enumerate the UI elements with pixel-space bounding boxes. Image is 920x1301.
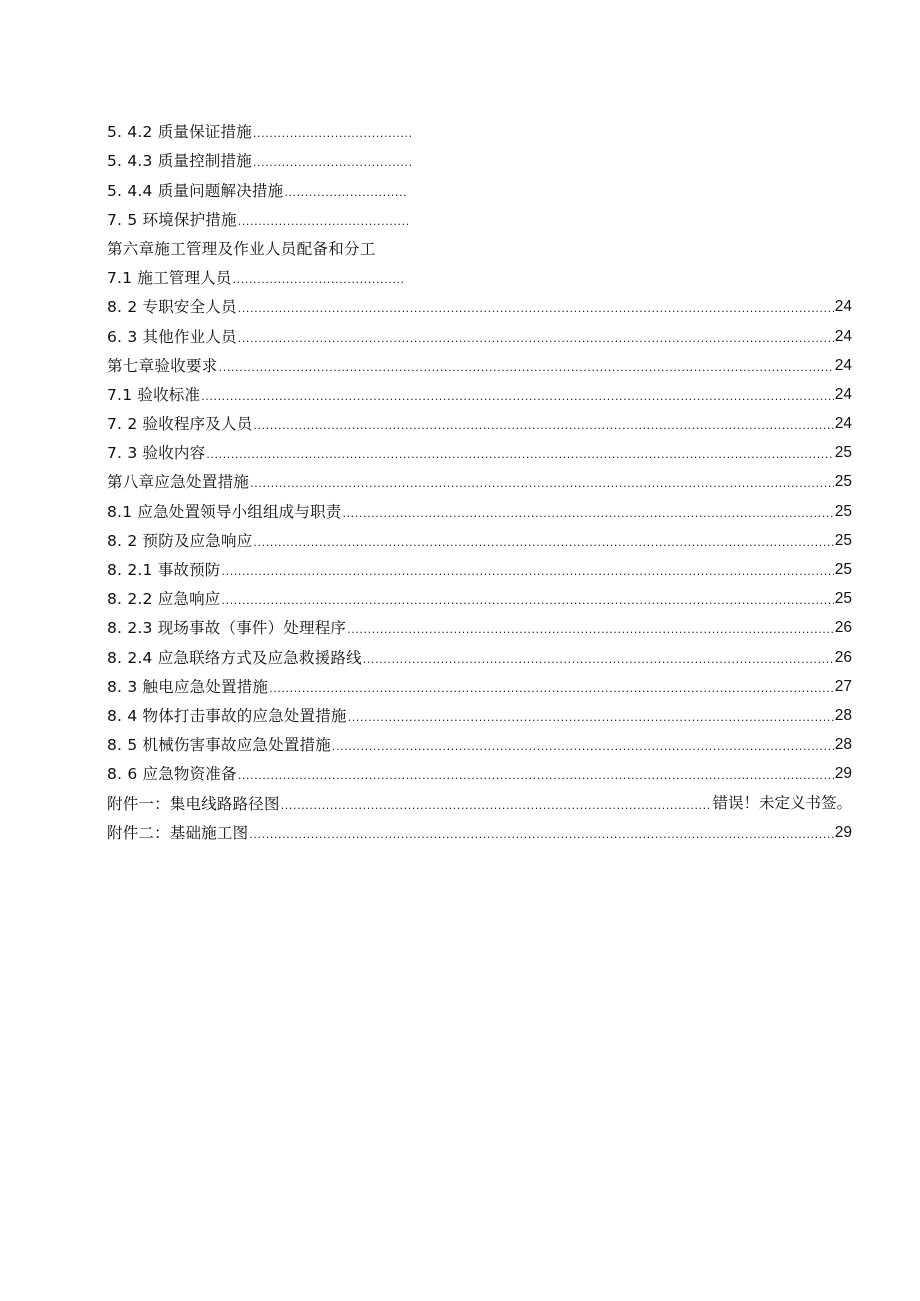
toc-entry-page: 24: [834, 356, 852, 374]
toc-entry-leader: [201, 389, 834, 405]
toc-entry-title: 第六章施工管理及作业人员配备和分工: [107, 239, 376, 258]
toc-entry[interactable]: [107, 580, 852, 609]
toc-entry-title: 8. 2.4 应急联络方式及应急救援路线: [107, 648, 362, 667]
toc-entry-leader: [219, 360, 834, 376]
toc-entry-title: 8. 2 预防及应急响应: [107, 531, 253, 550]
toc-entry-leader: [363, 652, 834, 668]
toc-entry-title: 5. 4.4 质量问题解决措施: [107, 181, 284, 200]
toc-entry-leader: [269, 681, 834, 697]
toc-entry-title: 5. 4.2 质量保证措施: [107, 123, 252, 142]
toc-entry[interactable]: [107, 638, 852, 667]
toc-entry[interactable]: [107, 551, 852, 580]
toc-entry-leader: [342, 506, 833, 522]
toc-entry-leader: [238, 214, 410, 230]
toc-entry-page: 28: [834, 736, 852, 754]
toc-entry[interactable]: [107, 288, 852, 317]
toc-entry-page: 25: [834, 590, 852, 608]
toc-entry-page: 26: [834, 619, 852, 637]
toc-entry[interactable]: [107, 434, 852, 463]
toc-entry-page: 24: [834, 385, 852, 403]
toc-entry-page: 25: [834, 531, 852, 549]
toc-entry-leader: [253, 126, 411, 142]
toc-entry-title: 7. 3 验收内容: [107, 444, 206, 463]
toc-entry-leader: [253, 535, 833, 551]
toc-entry-title: 6. 3 其他作业人员: [107, 327, 237, 346]
toc-entry-page: 29: [834, 823, 852, 841]
toc-entry-leader: [238, 768, 834, 784]
toc-entry-title: 8. 6 应急物资准备: [107, 765, 237, 784]
toc-entry-page: 25: [834, 473, 852, 491]
toc-entry[interactable]: [107, 405, 852, 434]
toc-entry-leader: [233, 272, 405, 288]
toc-entry-page: 24: [834, 327, 852, 345]
toc-entry-leader: [206, 447, 833, 463]
toc-entry-title: 8. 5 机械伤害事故应急处置措施: [107, 736, 331, 755]
toc-entry-page: 25: [834, 444, 852, 462]
toc-entry[interactable]: [107, 784, 852, 813]
toc-entry-title: 5. 4.3 质量控制措施: [107, 152, 252, 171]
toc-entry[interactable]: [107, 726, 852, 755]
toc-entry-title: 7. 5 环境保护措施: [107, 210, 237, 229]
toc-entry[interactable]: [107, 142, 852, 171]
toc-entry[interactable]: [107, 697, 852, 726]
toc-entry-page: 28: [834, 706, 852, 724]
toc-entry-leader: [253, 418, 833, 434]
toc-entry-leader: [222, 564, 834, 580]
toc-entry[interactable]: [107, 522, 852, 551]
toc-entry-title: 8. 2.1 事故预防: [107, 561, 221, 579]
toc-entry[interactable]: [107, 492, 852, 521]
toc-entry-page: 24: [834, 298, 852, 316]
toc-entry-page: 25: [834, 561, 852, 578]
toc-entry-leader: [281, 798, 712, 814]
toc-entry-leader: [222, 593, 834, 609]
toc-entry-title: 8. 4 物体打击事故的应急处置措施: [107, 706, 347, 725]
toc-entry-leader: [332, 739, 834, 755]
toc-entry-title: 7. 2 验收程序及人员: [107, 415, 253, 434]
toc-entry[interactable]: [107, 259, 852, 288]
toc-entry[interactable]: [107, 376, 852, 405]
toc-entry-page: 25: [834, 502, 852, 520]
toc-entry[interactable]: [107, 347, 852, 376]
toc-entry-page: 29: [834, 765, 852, 783]
toc-entry-title: 附件二：基础施工图: [107, 823, 249, 842]
toc-entry-title: 8. 2.3 现场事故（事件）处理程序: [107, 619, 347, 638]
toc-entry-title: 第七章验收要求: [107, 356, 218, 375]
toc-entry-leader: [250, 476, 834, 492]
toc-entry-leader: [348, 710, 834, 726]
toc-entry-title: 第八章应急处置措施: [107, 473, 250, 492]
toc-entry[interactable]: [107, 317, 852, 346]
toc-entry-leader: [238, 301, 834, 317]
toc-entry-title: 8.1 应急处置领导小组组成与职责: [107, 502, 342, 521]
toc-entry-leader: [347, 622, 834, 638]
toc-entry-leader: [253, 155, 411, 171]
toc-entry-page: 24: [834, 415, 852, 433]
toc-entry-title: 8. 3 触电应急处置措施: [107, 677, 269, 696]
toc-entry[interactable]: [107, 230, 852, 259]
toc-entry-page: 错误！未定义书签。: [712, 794, 852, 812]
toc-entry-title: 8. 2 专职安全人员: [107, 298, 237, 317]
toc-entry-title: 7.1 施工管理人员: [107, 269, 232, 288]
toc-entry-leader: [284, 185, 406, 201]
toc-entry[interactable]: [107, 609, 852, 638]
toc-entry[interactable]: [107, 668, 852, 697]
toc-entry-leader: [249, 827, 833, 843]
toc-entry[interactable]: [107, 171, 852, 200]
toc-entry[interactable]: [107, 463, 852, 492]
toc-entry-page: 26: [834, 648, 852, 666]
toc-entry-title: 附件一：集电线路路径图: [107, 794, 280, 813]
toc-entry-title: 8. 2.2 应急响应: [107, 590, 221, 609]
toc-entry-page: 27: [834, 677, 852, 695]
toc-entry[interactable]: [107, 755, 852, 784]
table-of-contents: [107, 113, 852, 843]
toc-entry[interactable]: [107, 113, 852, 142]
toc-entry-leader: [238, 331, 834, 347]
toc-entry[interactable]: [107, 814, 852, 843]
toc-entry[interactable]: [107, 201, 852, 230]
toc-entry-title: 7.1 验收标准: [107, 385, 201, 404]
